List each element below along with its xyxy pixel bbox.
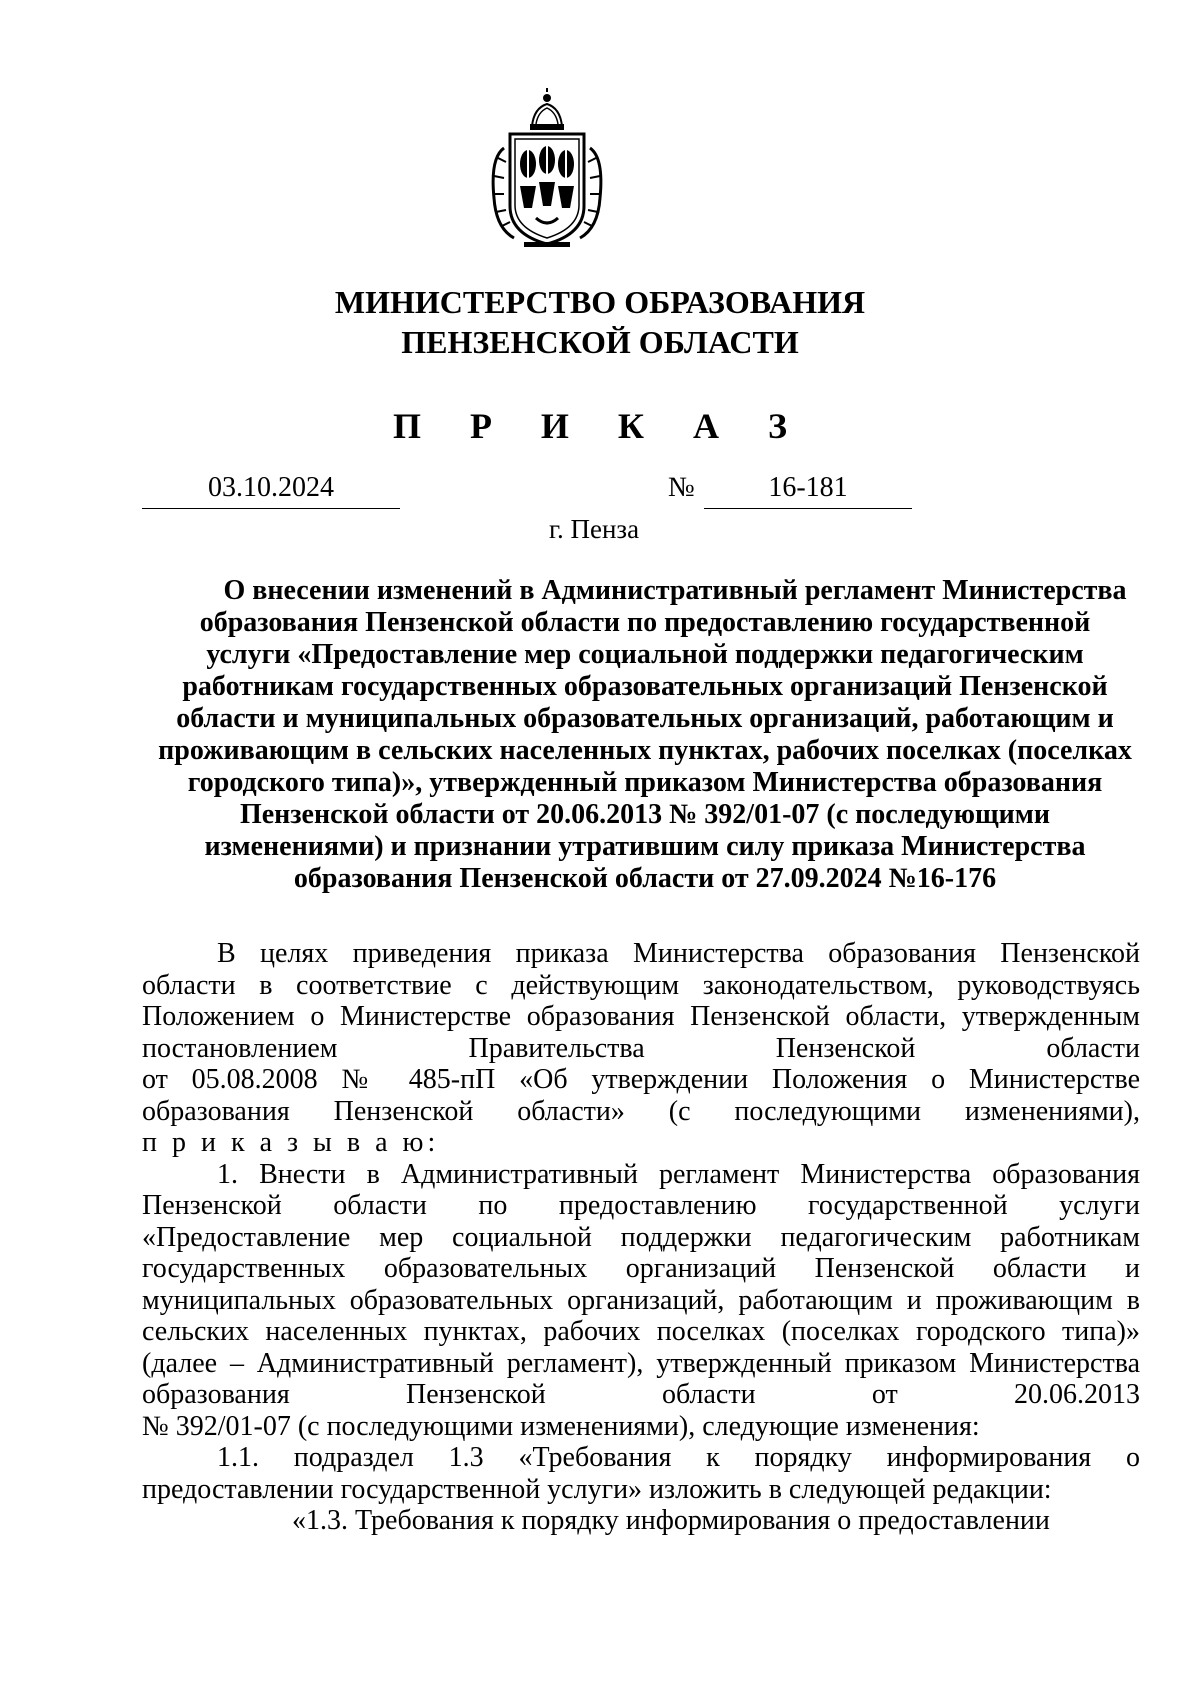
subject-line: области и муниципальных образовательных организаций, работающим и <box>176 703 1114 734</box>
penza-region-coat-of-arms <box>484 88 610 250</box>
subject-line: образования Пензенской области по предоставлению государственной <box>199 607 1091 638</box>
order-date: 03.10.2024 <box>208 472 334 503</box>
subject-line: Пензенской области от 20.06.2013 № 392/01-07 (с последующими <box>239 799 1051 830</box>
order-number-underline <box>704 508 912 509</box>
body-line: постановлением Правительства Пензенской области <box>142 1032 1140 1064</box>
subject-line: образования Пензенской области от 27.09.2024 №16-176 <box>293 863 997 894</box>
body-line: от 05.08.2008 № 485-пП «Об утверждении Положения о Министерстве <box>142 1064 1140 1095</box>
body-line: Положением о Министерстве образования Пензенской области, утвержденным <box>142 1001 1140 1032</box>
body-line: (далее – Административный регламент), утвержденный приказом Министерства <box>142 1347 1140 1379</box>
body-line: п р и к а з ы в а ю: <box>142 1127 440 1158</box>
body-line: образования Пензенской области от 20.06.2013 <box>142 1379 1140 1410</box>
body-line: № 392/01-07 (с последующими изменениями), следующие изменения: <box>142 1410 980 1442</box>
subject-line: услуги «Предоставление мер социальной поддержки педагогическим <box>206 639 1084 670</box>
subject-line: изменениями) и признании утратившим силу приказа Министерства <box>204 831 1086 862</box>
order-number: 16-181 <box>768 472 848 503</box>
order-body <box>142 938 1140 1537</box>
body-line: государственных образовательных организаций Пензенской области и <box>142 1253 1140 1284</box>
subject-line: проживающим в сельских населенных пунктах, рабочих поселках (поселках <box>158 735 1132 766</box>
coat-of-arms-icon <box>484 88 610 250</box>
document-type-title: П Р И К А З <box>392 406 808 446</box>
order-subject <box>150 575 1140 895</box>
body-line: области в соответствие с действующим законодательством, руководствуясь <box>142 969 1140 1001</box>
order-number-sign: № <box>668 472 695 503</box>
subject-line: городского типа)», утвержденный приказом Министерства образования <box>187 767 1103 798</box>
order-date-underline <box>142 508 400 509</box>
body-line: «1.3. Требования к порядку информирования о предоставлении <box>292 1505 1050 1536</box>
subject-line: О внесении изменений в Административный регламент Министерства <box>223 575 1127 606</box>
body-line: В целях приведения приказа Министерства образования Пензенской <box>217 938 1140 969</box>
ministry-name-line2: ПЕНЗЕНСКОЙ ОБЛАСТИ <box>401 324 799 360</box>
body-line: сельских населенных пунктах, рабочих поселках (поселках городского типа)» <box>142 1316 1140 1347</box>
city-name: г. Пенза <box>548 514 640 544</box>
city-line <box>0 512 1200 546</box>
subject-line: работникам государственных образовательных организаций Пензенской <box>182 671 1108 702</box>
body-line: образования Пензенской области» (с последующими изменениями), <box>142 1095 1140 1127</box>
ministry-name-line1: МИНИСТЕРСТВО ОБРАЗОВАНИЯ <box>334 284 866 320</box>
ministry-name <box>0 282 1200 362</box>
body-line: 1.1. подраздел 1.3 «Требования к порядку информирования о <box>217 1442 1140 1473</box>
body-line: «Предоставление мер социальной поддержки педагогическим работникам <box>142 1221 1140 1253</box>
body-line: предоставлении государственной услуги» изложить в следующей редакции: <box>142 1473 1052 1505</box>
body-line: муниципальных образовательных организаций, работающим и проживающим в <box>142 1284 1140 1316</box>
body-line: 1. Внести в Административный регламент Министерства образования <box>217 1158 1140 1190</box>
body-line: Пензенской области по предоставлению государственной услуги <box>142 1190 1140 1221</box>
